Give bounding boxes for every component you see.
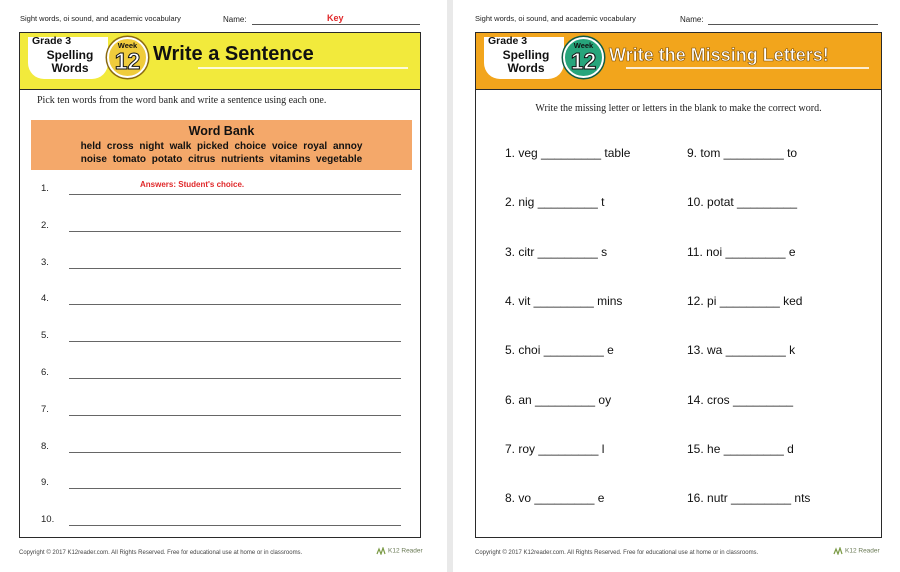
worksheet-page-missing-letters <box>453 0 900 572</box>
grade-label: Grade 3 <box>32 35 72 47</box>
page-title: Write a Sentence <box>153 43 314 65</box>
worksheet-frame <box>19 32 421 538</box>
week-badge <box>107 37 148 78</box>
line-number: 10. <box>41 514 55 526</box>
copyright: Copyright © 2017 K12reader.com. All Rights Reserved. Free for educational use at home or in classrooms. <box>475 550 759 556</box>
words-label: Words <box>507 61 545 75</box>
missing-letter-item[interactable]: 1. veg _________ table <box>505 146 631 160</box>
subject-header: Sight words, oi sound, and academic vocabulary <box>20 14 181 23</box>
missing-letter-item[interactable]: 14. cros _________ <box>687 392 794 407</box>
banner-stripe <box>198 67 408 69</box>
missing-letter-item[interactable]: 3. citr _________ s <box>505 244 608 259</box>
answer-line[interactable] <box>69 378 401 379</box>
missing-letter-item[interactable]: 5. choi _________ e <box>505 343 614 358</box>
missing-letter-item[interactable]: 16. nutr _________ nts <box>687 491 811 506</box>
answer-line[interactable] <box>69 488 401 489</box>
missing-letter-item[interactable]: 7. roy _________ l <box>505 441 605 456</box>
missing-letter-item[interactable]: 6. an _________ oy <box>505 392 612 407</box>
answer-line[interactable] <box>69 231 401 232</box>
answer-line[interactable] <box>69 415 401 416</box>
name-label: Name: <box>680 15 704 24</box>
banner-stripe <box>626 67 869 69</box>
worksheet-page-write-a-sentence <box>0 0 447 572</box>
k12reader-logo <box>833 547 880 555</box>
spelling-words-label <box>498 49 554 75</box>
line-number: 1. <box>41 183 49 194</box>
reader-leaf-icon <box>376 547 386 555</box>
line-number: 9. <box>41 477 49 489</box>
word-bank-title: Word Bank <box>188 124 255 138</box>
subject-header: Sight words, oi sound, and academic vocabulary <box>475 14 636 23</box>
answers-note: Answers: Student's choice. <box>140 180 245 189</box>
missing-letter-item[interactable]: 12. pi _________ ked <box>687 293 803 308</box>
logo-text: K12 Reader <box>388 547 423 555</box>
k12reader-logo <box>376 547 423 555</box>
answer-line[interactable] <box>69 194 401 195</box>
word-bank-row: noise tomato potato citrus nutrients vitamins vegetable <box>80 154 363 165</box>
spelling-label: Spelling <box>502 48 550 62</box>
answer-line[interactable] <box>69 304 401 305</box>
instructions: Pick ten words from the word bank and write a sentence using each one. <box>37 95 327 106</box>
line-number: 7. <box>41 403 49 415</box>
line-number: 2. <box>41 219 49 231</box>
copyright: Copyright © 2017 K12reader.com. All Rights Reserved. Free for educational use at home or in classrooms. <box>19 550 303 556</box>
words-label: Words <box>51 61 89 75</box>
missing-letter-item[interactable]: 10. potat _________ <box>687 195 798 210</box>
missing-letter-item[interactable]: 8. vo _________ e <box>505 491 605 506</box>
instructions: Write the missing letter or letters in the blank to make the correct word. <box>535 103 822 114</box>
word-bank-row: held cross night walk picked choice voice royal annoy <box>80 141 363 152</box>
week-badge <box>563 37 604 78</box>
missing-letter-item[interactable]: 9. tom _________ to <box>687 146 798 160</box>
name-line <box>252 24 420 25</box>
name-label: Name: <box>223 15 247 24</box>
logo-text: K12 Reader <box>845 547 880 555</box>
week-label: Week <box>573 41 594 50</box>
title-banner <box>476 33 881 90</box>
line-number: 5. <box>41 330 49 342</box>
answer-line[interactable] <box>69 452 401 453</box>
reader-leaf-icon <box>833 547 843 555</box>
page-title: Write the Missing Letters! <box>609 45 829 65</box>
name-value-key: Key <box>327 13 344 23</box>
missing-letter-item[interactable]: 11. noi _________ e <box>687 244 796 259</box>
week-label: Week <box>117 41 138 50</box>
missing-letter-item[interactable]: 13. wa _________ k <box>687 343 796 358</box>
missing-letter-item[interactable]: 15. he _________ d <box>687 441 794 456</box>
spelling-words-label <box>42 49 98 75</box>
answer-line[interactable] <box>69 525 401 526</box>
worksheet-frame <box>475 32 882 538</box>
line-number: 3. <box>41 256 49 268</box>
answer-line[interactable] <box>69 268 401 269</box>
line-number: 6. <box>41 367 49 378</box>
title-banner <box>20 33 420 90</box>
missing-letter-item[interactable]: 2. nig _________ t <box>505 195 605 210</box>
name-line <box>708 24 878 25</box>
line-number: 8. <box>41 440 49 452</box>
week-number: 12 <box>114 48 141 74</box>
week-number: 12 <box>570 48 597 74</box>
line-number: 4. <box>41 293 49 305</box>
answer-line[interactable] <box>69 341 401 342</box>
grade-label: Grade 3 <box>488 35 528 47</box>
spelling-label: Spelling <box>46 48 94 62</box>
missing-letter-item[interactable]: 4. vit _________ mins <box>505 293 623 308</box>
word-bank <box>31 120 412 170</box>
